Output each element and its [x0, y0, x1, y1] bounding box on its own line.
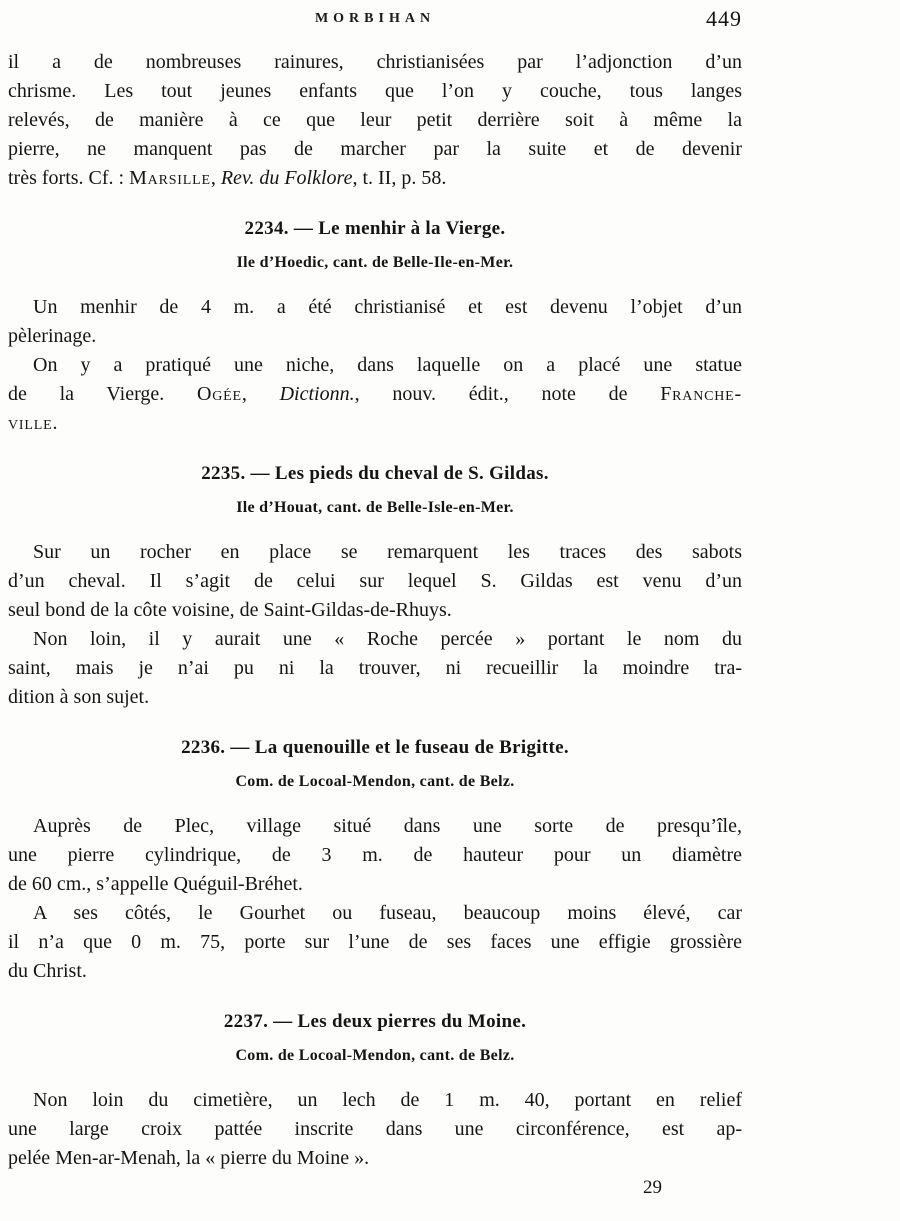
text-segment: , — [241, 383, 280, 405]
text-segment: A ses côtés, le Gourhet ou fuseau, beaucoup moins élevé, car — [33, 902, 742, 924]
text-segment: Sur un rocher en place se remarquent les traces des sabots — [33, 541, 742, 563]
text-line — [8, 928, 742, 957]
text-line — [8, 683, 742, 712]
text-line — [8, 957, 742, 986]
text-segment: , — [210, 167, 221, 189]
section-heading: 2235. — Les pieds du cheval de S. Gildas. — [201, 463, 549, 484]
page-header — [8, 8, 742, 34]
text-segment: Non loin, il y aurait une « Roche percée » portant le nom du — [33, 628, 742, 650]
running-title: MORBIHAN — [314, 11, 436, 26]
smallcaps-text: Franche- — [660, 383, 742, 405]
text-segment: dition à son sujet. — [8, 686, 150, 708]
text-segment: pierre, ne manquent pas de marcher par la suite et de devenir — [8, 138, 742, 160]
text-segment: une pierre cylindrique, de 3 m. de hauteur pour un diamètre — [8, 844, 742, 866]
paragraph — [8, 1086, 742, 1173]
page-footer — [8, 1177, 742, 1199]
text-segment: . — [52, 412, 58, 434]
text-line — [8, 322, 742, 351]
text-line — [8, 870, 742, 899]
section-heading: 2237. — Les deux pierres du Moine. — [223, 1011, 527, 1032]
text-line — [8, 538, 742, 567]
text-line — [8, 77, 742, 106]
paragraph — [8, 899, 742, 986]
text-segment: , nouv. édit., note de — [354, 383, 661, 405]
text-line — [8, 625, 742, 654]
text-segment: relevés, de manière à ce que leur petit derrière soit à même la — [8, 109, 742, 131]
text-segment: Non loin du cimetière, un lech de 1 m. 40, portant en relief — [33, 1089, 742, 1111]
italic-text: Rev. du Folklore — [220, 167, 353, 189]
text-segment: de la Vierge. — [8, 383, 197, 405]
text-line — [8, 567, 742, 596]
text-line — [8, 293, 742, 322]
text-line — [8, 164, 742, 193]
paragraph — [8, 538, 742, 625]
text-segment: pèlerinage. — [8, 325, 97, 347]
section-heading: 2236. — La quenouille et le fuseau de Brigitte. — [181, 737, 569, 758]
text-line — [8, 380, 742, 409]
smallcaps-text: ville — [8, 412, 53, 434]
signature-number: 29 — [643, 1177, 662, 1198]
paragraph — [8, 812, 742, 899]
text-segment: seul bond de la côte voisine, de Saint-Gildas-de-Rhuys. — [8, 599, 452, 621]
paragraph — [8, 48, 742, 193]
text-segment: d’un cheval. Il s’agit de celui sur lequel S. Gildas est venu d’un — [8, 570, 742, 592]
section-subheading: Ile d’Houat, cant. de Belle-Isle-en-Mer. — [236, 499, 514, 516]
section-subheading: Com. de Locoal-Mendon, cant. de Belz. — [235, 1047, 515, 1064]
page-number: 449 — [706, 6, 742, 31]
text-line — [8, 841, 742, 870]
text-segment: une large croix pattée inscrite dans une circonférence, est ap- — [8, 1118, 742, 1140]
text-segment: il n’a que 0 m. 75, porte sur l’une de ses faces une effigie grossière — [8, 931, 742, 953]
text-line — [8, 654, 742, 683]
page-content — [8, 48, 742, 1173]
text-line — [8, 1115, 742, 1144]
text-segment: très forts. Cf. : — [8, 167, 130, 189]
text-segment: Auprès de Plec, village situé dans une sorte de presqu’île, — [33, 815, 742, 837]
text-line — [8, 1086, 742, 1115]
text-segment: pelée Men-ar-Menah, la « pierre du Moine ». — [8, 1147, 370, 1169]
text-line — [8, 409, 742, 438]
text-segment: , t. II, p. 58. — [352, 167, 447, 189]
section-subheading: Com. de Locoal-Mendon, cant. de Belz. — [235, 773, 515, 790]
text-line — [8, 106, 742, 135]
text-line — [8, 351, 742, 380]
section-subheading: Ile d’Hoedic, cant. de Belle-Ile-en-Mer. — [236, 254, 514, 271]
italic-text: Dictionn. — [279, 383, 355, 405]
text-line — [8, 899, 742, 928]
text-line — [8, 596, 742, 625]
text-line — [8, 812, 742, 841]
section-heading: 2234. — Le menhir à la Vierge. — [244, 218, 506, 239]
text-segment: chrisme. Les tout jeunes enfants que l’on y couche, tous langes — [8, 80, 742, 102]
paragraph — [8, 625, 742, 712]
text-segment: On y a pratiqué une niche, dans laquelle on a placé une statue — [33, 354, 742, 376]
text-line — [8, 48, 742, 77]
text-segment: du Christ. — [8, 960, 87, 982]
text-segment: saint, mais je n’ai pu ni la trouver, ni recueillir la moindre tra- — [8, 657, 742, 679]
text-line — [8, 135, 742, 164]
smallcaps-text: Marsille — [129, 167, 211, 189]
paragraph — [8, 351, 742, 438]
paragraph — [8, 293, 742, 351]
text-segment: Un menhir de 4 m. a été christianisé et est devenu l’objet d’un — [33, 296, 742, 318]
smallcaps-text: Ogée — [197, 383, 242, 405]
text-line — [8, 1144, 742, 1173]
text-segment: de 60 cm., s’appelle Quéguil-Bréhet. — [8, 873, 303, 895]
text-segment: il a de nombreuses rainures, christianisées par l’adjonction d’un — [8, 51, 742, 73]
